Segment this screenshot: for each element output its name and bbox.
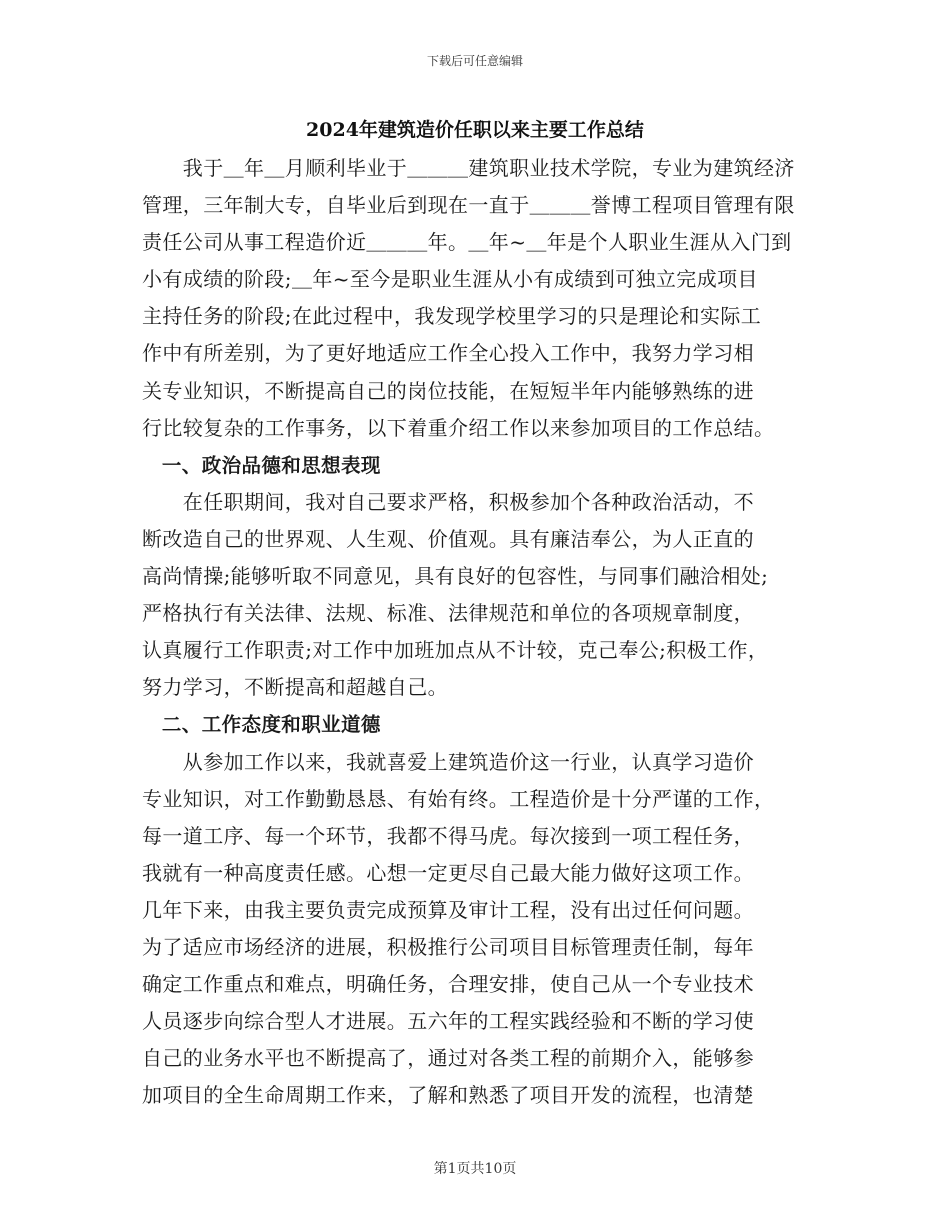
body-text-line: 行比较复杂的工作事务，以下着重介绍工作以来参加项目的工作总结。 xyxy=(142,415,775,440)
section-heading: 一、政治品德和思想表现 xyxy=(142,453,381,477)
body-text-line: 小有成绩的阶段;＿年~至今是职业生涯从小有成绩到可独立完成项目 xyxy=(142,267,758,292)
body-text-line: 自己的业务水平也不断提高了，通过对各类工程的前期介入，能够参 xyxy=(142,1046,754,1071)
document-title: 2024年建筑造价任职以来主要工作总结 xyxy=(306,119,644,141)
page-header-note: 下载后可任意编辑 xyxy=(426,54,523,68)
body-text-line: 作中有所差别，为了更好地适应工作全心投入工作中，我努力学习相 xyxy=(142,341,754,366)
body-text-line: 为了适应市场经济的进展，积极推行公司项目目标管理责任制，每年 xyxy=(142,934,754,959)
body-text-line: 我就有一种高度责任感。心想一定更尽自己最大能力做好这项工作。 xyxy=(142,860,754,885)
body-text-line: 严格执行有关法律、法规、标准、法律规范和单位的各项规章制度， xyxy=(142,601,754,626)
body-text-line: 确定工作重点和难点，明确任务，合理安排，使自己从一个专业技术 xyxy=(142,972,754,997)
body-text-line: 加项目的全生命周期工作来，了解和熟悉了项目开发的流程，也清楚 xyxy=(142,1083,754,1108)
body-text-line: 每一道工序、每一个环节，我都不得马虎。每次接到一项工程任务， xyxy=(142,823,754,848)
body-text-line: 在任职期间，我对自己要求严格，积极参加个各种政治活动，不 xyxy=(142,489,754,514)
body-text-line: 努力学习，不断提高和超越自己。 xyxy=(142,675,448,700)
body-text-line: 高尚情操;能够听取不同意见，具有良好的包容性，与同事们融洽相处; xyxy=(142,564,769,589)
body-text-line: 管理，三年制大专，自毕业后到现在一直于＿＿＿誉博工程项目管理有限 xyxy=(142,193,795,218)
body-text-line: 人员逐步向综合型人才进展。五六年的工程实践经验和不断的学习使 xyxy=(142,1009,754,1034)
document-body xyxy=(142,150,822,1114)
body-text-line: 几年下来，由我主要负责完成预算及审计工程，没有出过任何问题。 xyxy=(142,897,754,922)
body-text-line: 责任公司从事工程造价近＿＿＿年。＿年~＿年是个人职业生涯从入门到 xyxy=(142,230,792,255)
body-text-line: 主持任务的阶段;在此过程中，我发现学校里学习的只是理论和实际工 xyxy=(142,304,762,329)
body-text-line: 断改造自己的世界观、人生观、价值观。具有廉洁奉公，为人正直的 xyxy=(142,526,754,551)
body-text-line: 关专业知识，不断提高自己的岗位技能，在短短半年内能够熟练的进 xyxy=(142,378,754,403)
body-text-line: 专业知识，对工作勤勤恳恳、有始有终。工程造价是十分严谨的工作， xyxy=(142,786,775,811)
body-text-line: 我于＿年＿月顺利毕业于＿＿＿建筑职业技术学院，专业为建筑经济 xyxy=(142,156,795,180)
page-number: 第1页共10页 xyxy=(433,1161,517,1177)
section-heading: 二、工作态度和职业道德 xyxy=(142,713,381,737)
body-text-line: 从参加工作以来，我就喜爱上建筑造价这一行业，认真学习造价 xyxy=(142,749,754,774)
body-text-line: 认真履行工作职责;对工作中加班加点从不计较，克己奉公;积极工作， xyxy=(142,638,769,663)
